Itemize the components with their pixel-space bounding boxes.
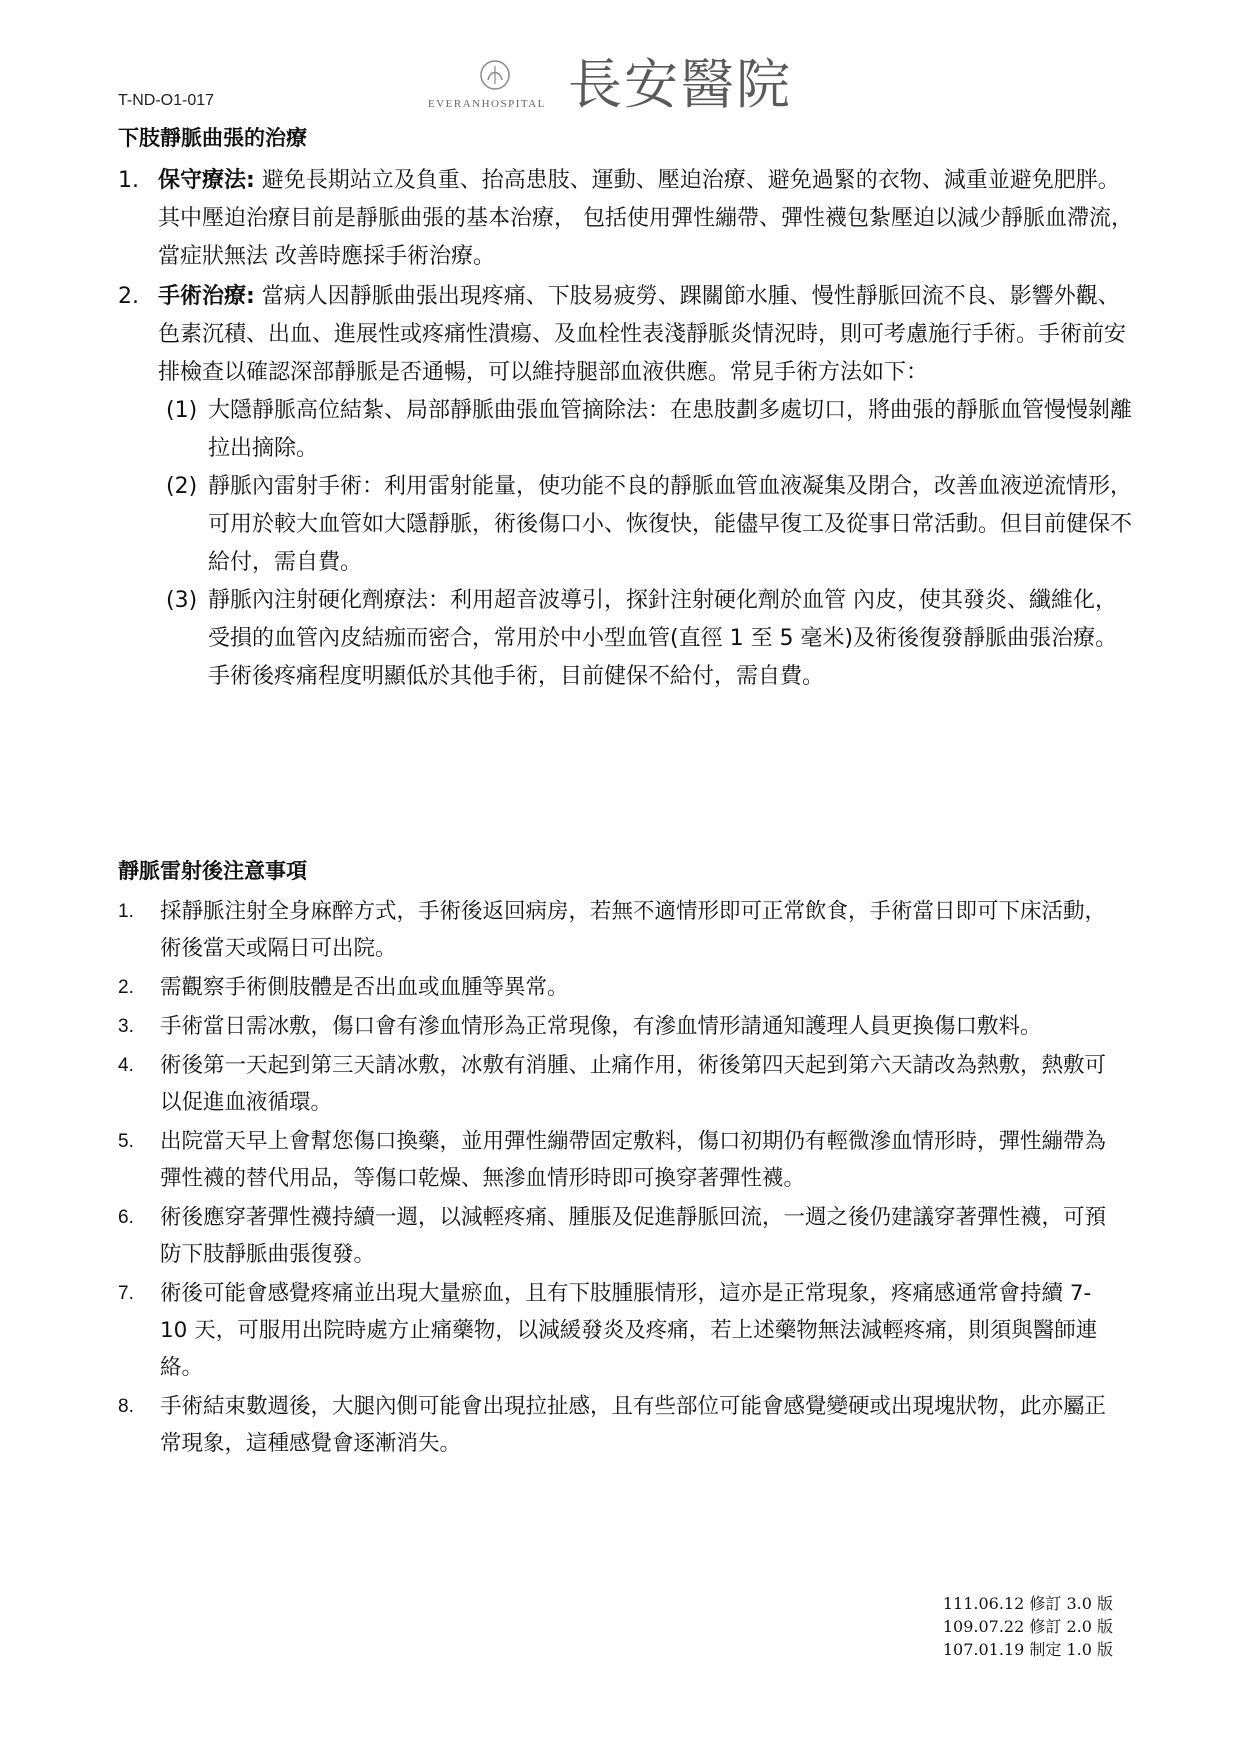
version-line: 109.07.22 修訂 2.0 版 — [942, 1617, 1113, 1636]
care-item — [118, 1275, 1118, 1386]
document-code: T-ND-O1-017 — [118, 92, 215, 109]
item-number: 8. — [118, 1396, 134, 1417]
item-number: 3. — [118, 1016, 134, 1037]
item-text: 需觀察手術側肢體是否出血或血腫等異常。 — [160, 975, 569, 1000]
care-item — [118, 1047, 1118, 1121]
section-title-treatment: 下肢靜脈曲張的治療 — [118, 126, 307, 150]
item-number: 6. — [118, 1207, 134, 1228]
care-item — [118, 893, 1118, 967]
item-text: 手術結束數週後，大腿內側可能會出現拉扯感，且有些部位可能會感覺變硬或出現塊狀物，此亦屬正常現象，這種感覺會逐漸消失。 — [160, 1394, 1107, 1456]
version-history — [943, 1592, 1113, 1661]
care-item — [118, 969, 1118, 1006]
method-item — [166, 468, 1138, 582]
post-laser-care-list — [118, 893, 1118, 1464]
section-title-post-laser-care: 靜脈雷射後注意事項 — [118, 859, 307, 883]
item-number: 7. — [118, 1283, 134, 1304]
care-item — [118, 1199, 1118, 1273]
item-text: 出院當天早上會幫您傷口換藥，並用彈性繃帶固定敷料，傷口初期仍有輕微滲血情形時，彈性繃帶為彈性襪的替代用品，等傷口乾燥、無滲血情形時即可換穿著彈性襪。 — [160, 1129, 1107, 1191]
method-item — [166, 392, 1138, 468]
surgery-methods-list — [158, 392, 1138, 696]
item-label: 保守療法: — [158, 168, 255, 193]
method-number: (1) — [166, 398, 198, 423]
method-item — [166, 582, 1138, 696]
item-number: 2. — [118, 284, 139, 309]
care-item — [118, 1388, 1118, 1462]
treatment-item — [118, 162, 1138, 276]
item-number: 1. — [118, 168, 139, 193]
logo-english-name: EVERANHOSPITAL — [428, 98, 546, 110]
method-text: 靜脈內雷射手術：利用雷射能量，使功能不良的靜脈血管血液凝集及閉合，改善血液逆流情形，可用於較大血管如大隱靜脈，術後傷口小、恢復快，能儘早復工及從事日常活動。但目前健保不給付，需自費。 — [208, 474, 1133, 575]
item-text: 術後第一天起到第三天請冰敷，冰敷有消腫、止痛作用，術後第四天起到第六天請改為熱敷，熱敷可以促進血液循環。 — [160, 1053, 1107, 1115]
method-number: (3) — [166, 588, 198, 613]
item-number: 2. — [118, 977, 134, 998]
version-line: 111.06.12 修訂 3.0 版 — [942, 1594, 1113, 1613]
item-text: 當病人因靜脈曲張出現疼痛、下肢易疲勞、踝關節水腫、慢性靜脈回流不良、影響外觀、色素沉積、出血、進展性或疼痛性潰瘍、及血栓性表淺靜脈炎情況時，則可考慮施行手術。手術前安排檢查以確認深部靜脈是否通暢，可以維持腿部血液供應。常見手術方法如下： — [158, 284, 1127, 385]
item-text: 術後應穿著彈性襪持續一週，以減輕疼痛、腫脹及促進靜脈回流，一週之後仍建議穿著彈性襪，可預防下肢靜脈曲張復發。 — [160, 1205, 1107, 1267]
treatment-list — [118, 162, 1138, 689]
item-label: 手術治療: — [158, 284, 255, 309]
item-number: 4. — [118, 1055, 134, 1076]
version-line: 107.01.19 制定 1.0 版 — [942, 1640, 1113, 1659]
hospital-emblem-icon — [478, 58, 512, 92]
care-item — [118, 1123, 1118, 1197]
care-item — [118, 1008, 1118, 1045]
method-text: 靜脈內注射硬化劑療法：利用超音波導引，探針注射硬化劑於血管 內皮，使其發炎、纖維化，受損的血管內皮結痂而密合，常用於中小型血管(直徑 1 至 5 毫米)及術後復發靜脈曲張治療。手術後疼痛程度明顯低於其他手術，目前健保不給付，需自費。 — [208, 588, 1118, 689]
item-text: 採靜脈注射全身麻醉方式，手術後返回病房，若無不適情形即可正常飲食，手術當日即可下床活動，術後當天或隔日可出院。 — [160, 899, 1107, 961]
item-number: 1. — [118, 901, 134, 922]
item-text: 避免長期站立及負重、抬高患肢、運動、壓迫治療、避免過緊的衣物、減重並避免肥胖。其中壓迫治療目前是靜脈曲張的基本治療， 包括使用彈性繃帶、彈性襪包紮壓迫以減少靜脈血滯流，當症狀無法 改善時應採手術治療。 — [158, 168, 1133, 269]
treatment-item — [118, 278, 1138, 689]
method-text: 大隱靜脈高位結紮、局部靜脈曲張血管摘除法：在患肢劃多處切口，將曲張的靜脈血管慢慢剝離拉出摘除。 — [208, 398, 1133, 461]
item-number: 5. — [118, 1131, 134, 1152]
method-number: (2) — [166, 474, 198, 499]
item-text: 術後可能會感覺疼痛並出現大量瘀血，且有下肢腫脹情形，這亦是正常現象，疼痛感通常會持續 7-10 天，可服用出院時處方止痛藥物，以減緩發炎及疼痛，若上述藥物無法減輕疼痛，則須與醫師連絡。 — [160, 1281, 1098, 1380]
item-text: 手術當日需冰敷，傷口會有滲血情形為正常現像，有滲血情形請通知護理人員更換傷口敷料。 — [160, 1014, 1042, 1039]
hospital-logo — [428, 54, 828, 124]
logo-chinese-name: 長安醫院 — [568, 53, 792, 116]
